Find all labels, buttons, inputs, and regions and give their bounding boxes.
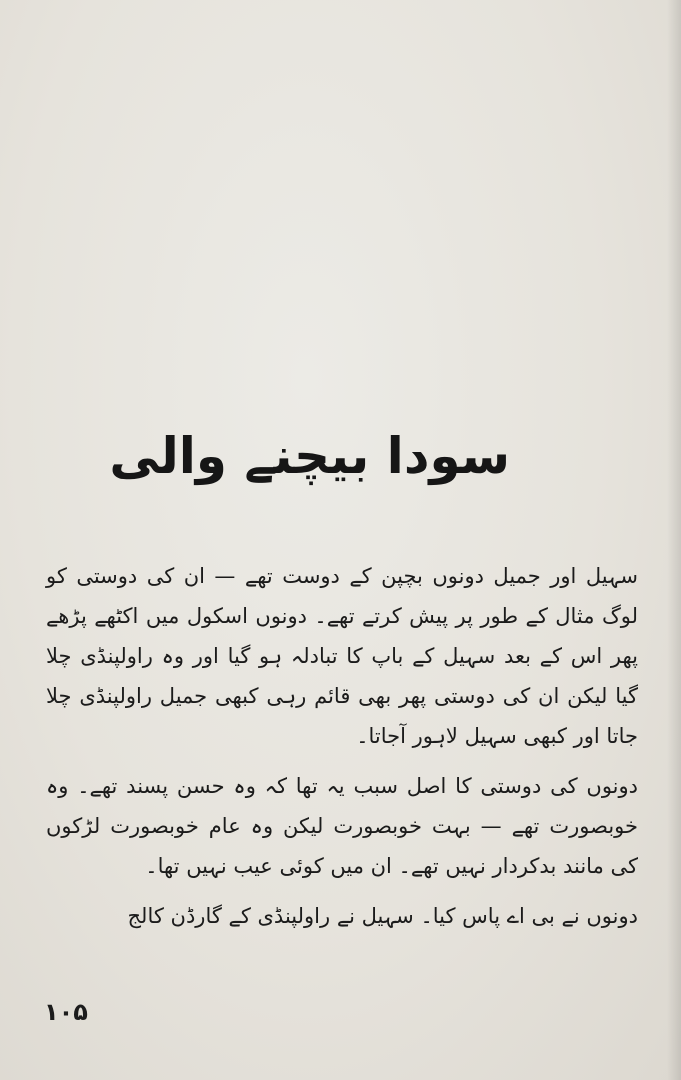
paragraph: دونوں نے بی اے پاس کیا۔ سہیل نے راولپنڈی کے گارڈن کالج bbox=[127, 904, 638, 928]
story-body bbox=[46, 556, 638, 946]
page-edge-shadow bbox=[667, 0, 681, 1080]
paragraph: دونوں کی دوستی کا اصل سبب یہ تھا کہ وہ حسن پسند تھے۔ وہ خوبصورت تھے — بہت خوبصورت لیکن وہ عام خوبصورت لڑکوں کی مانند بدکردار نہیں تھے۔ ان میں کوئی عیب نہیں تھا۔ bbox=[46, 774, 638, 878]
page-number: ۱۰۵ bbox=[44, 998, 88, 1026]
paragraph: سہیل اور جمیل دونوں بچپن کے دوست تھے — ان کی دوستی کو لوگ مثال کے طور پر پیش کرتے تھے۔ دونوں اسکول میں اکٹھے پڑھے پھر اس کے بعد سہیل کے باپ کا تبادلہ ہو گیا اور وہ راولپنڈی چلا گیا لیکن ان کی دوستی پھر بھی قائم رہی کبھی جمیل راولپنڈی چلا جاتا اور کبھی سہیل لاہور آجاتا۔ bbox=[46, 564, 638, 748]
story-title: سودا بیچنے والی bbox=[109, 426, 510, 485]
